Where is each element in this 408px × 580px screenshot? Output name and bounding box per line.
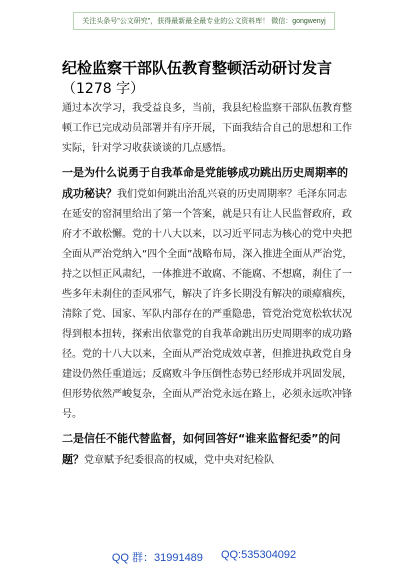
paragraph-intro — [62, 98, 354, 159]
document-wordcount: （1278 字） — [62, 81, 145, 97]
document-title: 纪检监察干部队伍教育整顿活动研讨发言 — [62, 59, 333, 77]
qq-number: QQ:535304092 — [220, 549, 297, 561]
paragraph-text: 通过本次学习，我受益良多，当前，我县纪检监察干部队伍教育整顿工作已完成动员部署并有序开展，下面我结合自己的思想和工作实际，针对学习收获谈谈的几点感悟。 — [62, 103, 352, 154]
paragraph-text: 我们党如何跳出治乱兴衰的历史周期率？毛泽东同志在延安的窑洞里给出了第一个答案，就是只有让人民监督政府，政府才不敢松懈。党的十八大以来，以习近平同志为核心的党中央把全面从严治党纳入“四个全面”战略布局，深入推进全面从严治党，持之以恒正风肃纪，一体推进不敢腐、不能腐、不想腐，刹住了一些多年未刹住的歪风邪气，解决了许多长期没有解决的顽瘴痼疾，清除了党、国家、军队内部存在的严重隐患，管党治党宽松软状况得到根本扭转，探索出依靠党的自我革命跳出历史周期率的成功路径。党的十八大以来，全面从严治党成效卓著，但推进执政党自身建设仍然任重道远；反腐败斗争压倒性态势已经形成并巩固发展，但形势依然严峻复杂，全面从严治党永远在路上，必须永远吹冲锋号。 — [62, 189, 353, 420]
banner-text: 关注头条号"公文研究"，获得最新最全最专业的公文资料库！ 微信：gongwenyj — [73, 12, 334, 30]
document-title-block — [62, 58, 372, 99]
paragraph-point-1 — [62, 163, 354, 425]
paragraph-text: 党章赋予纪委很高的权威，党中央对纪检队 — [84, 455, 274, 466]
paragraph-lead: 二是信任不能代替监督，如何回答好“谁来监督纪委”的问题？ — [62, 432, 341, 466]
paragraph-lead: 一是为什么说勇于自我革命是党能够成功跳出历史周期率的成功秘诀？ — [62, 166, 348, 200]
footer-contact — [0, 549, 408, 563]
paragraph-point-2 — [62, 429, 354, 471]
qq-group: QQ 群：31991489 — [111, 552, 203, 564]
top-banner — [0, 8, 408, 34]
document-body — [62, 98, 354, 475]
